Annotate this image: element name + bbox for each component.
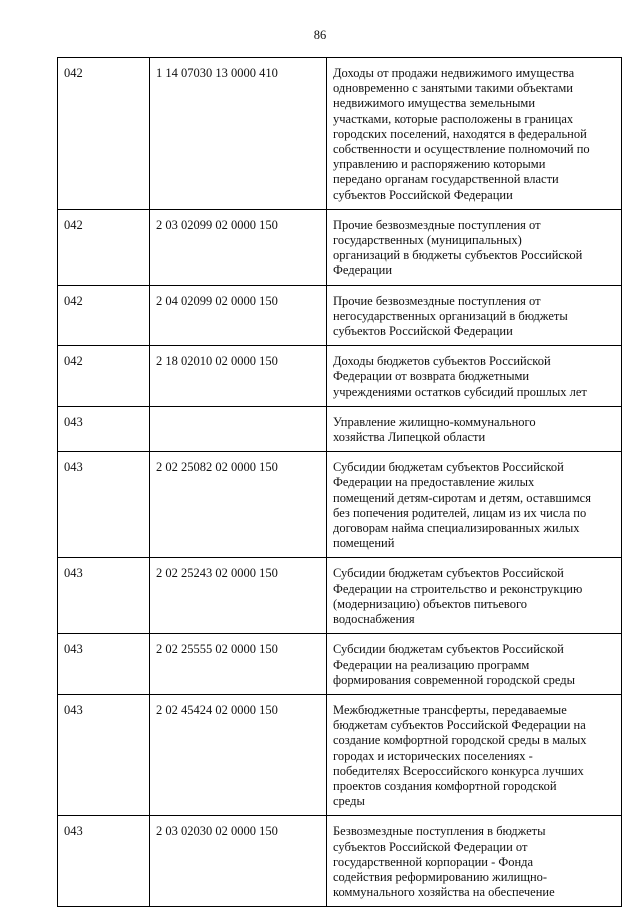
- description-text: Межбюджетные трансферты, передаваемые бюджетам субъектов Российской Федерации на создание комфортной городской среды в малых городах и исторических поселениях - победителях Всероссийского конкурса лучших проектов создания комфортной городской среды: [333, 702, 587, 809]
- budget-code-cell: 2 03 02030 02 0000 150: [150, 816, 327, 907]
- description-cell: [327, 558, 622, 634]
- description-cell: [327, 346, 622, 407]
- table-row: [58, 452, 622, 558]
- description-cell: [327, 452, 622, 558]
- admin-code-cell: 043: [58, 558, 150, 634]
- description-text: Доходы от продажи недвижимого имущества одновременно с занятыми такими объектами недвижимого имущества земельными участками, которые расположены в границах городских поселений, находятся в федеральной собственности и осуществление полномочий по управлению и распоряжению которыми передано органам государственной власти субъектов Российской Федерации: [333, 66, 590, 202]
- description-cell: [327, 406, 622, 451]
- budget-code-cell: 2 02 25243 02 0000 150: [150, 558, 327, 634]
- budget-code-cell: 2 02 25082 02 0000 150: [150, 452, 327, 558]
- admin-code-cell: 043: [58, 634, 150, 695]
- table-row: [58, 558, 622, 634]
- description-cell: [327, 694, 622, 815]
- admin-code-cell: 042: [58, 58, 150, 210]
- admin-code-cell: 043: [58, 406, 150, 451]
- description-text: Доходы бюджетов субъектов Российской Федерации от возврата бюджетными учреждениями остатков субсидий прошлых лет: [333, 354, 587, 399]
- table-row: [58, 209, 622, 285]
- budget-code-cell: 2 18 02010 02 0000 150: [150, 346, 327, 407]
- table-row: [58, 694, 622, 815]
- admin-code-cell: 042: [58, 346, 150, 407]
- table-row: [58, 346, 622, 407]
- budget-code-cell: 2 04 02099 02 0000 150: [150, 285, 327, 346]
- admin-code-cell: 043: [58, 816, 150, 907]
- description-text: Безвозмездные поступления в бюджеты субъектов Российской Федерации от государственной корпорации - Фонда содействия реформированию жилищно- коммунального хозяйства на обеспечение: [333, 824, 555, 900]
- description-cell: [327, 634, 622, 695]
- budget-classification-table: [57, 57, 622, 907]
- table-row: [58, 816, 622, 907]
- budget-code-cell: 2 02 25555 02 0000 150: [150, 634, 327, 695]
- admin-code-cell: 043: [58, 694, 150, 815]
- description-text: Прочие безвозмездные поступления от негосударственных организаций в бюджеты субъектов Российской Федерации: [333, 293, 568, 339]
- description-text: Субсидии бюджетам субъектов Российской Федерации на предоставление жилых помещений детям-сиротам и детям, оставшимся без попечения родителей, лицам из их числа по договорам найма специализированных жилых помещений: [333, 460, 591, 551]
- description-cell: [327, 816, 622, 907]
- description-cell: [327, 285, 622, 346]
- budget-code-cell: 2 02 45424 02 0000 150: [150, 694, 327, 815]
- budget-code-cell: 1 14 07030 13 0000 410: [150, 58, 327, 210]
- budget-code-cell: 2 03 02099 02 0000 150: [150, 209, 327, 285]
- description-text: Субсидии бюджетам субъектов Российской Федерации на строительство и реконструкцию (модернизацию) объектов питьевого водоснабжения: [333, 566, 583, 627]
- description-text: Управление жилищно-коммунального хозяйства Липецкой области: [333, 414, 536, 445]
- description-cell: [327, 209, 622, 285]
- table-row: [58, 285, 622, 346]
- budget-code-cell: [150, 406, 327, 451]
- description-text: Субсидии бюджетам субъектов Российской Федерации на реализацию программ формирования современной городской среды: [333, 642, 576, 687]
- table-row: [58, 406, 622, 451]
- description-cell: [327, 58, 622, 210]
- admin-code-cell: 043: [58, 452, 150, 558]
- table-row: [58, 58, 622, 210]
- page-number: 86: [313, 28, 327, 42]
- table-row: [58, 634, 622, 695]
- admin-code-cell: 042: [58, 209, 150, 285]
- admin-code-cell: 042: [58, 285, 150, 346]
- description-text: Прочие безвозмездные поступления от государственных (муниципальных) организаций в бюджеты субъектов Российской Федерации: [333, 217, 583, 278]
